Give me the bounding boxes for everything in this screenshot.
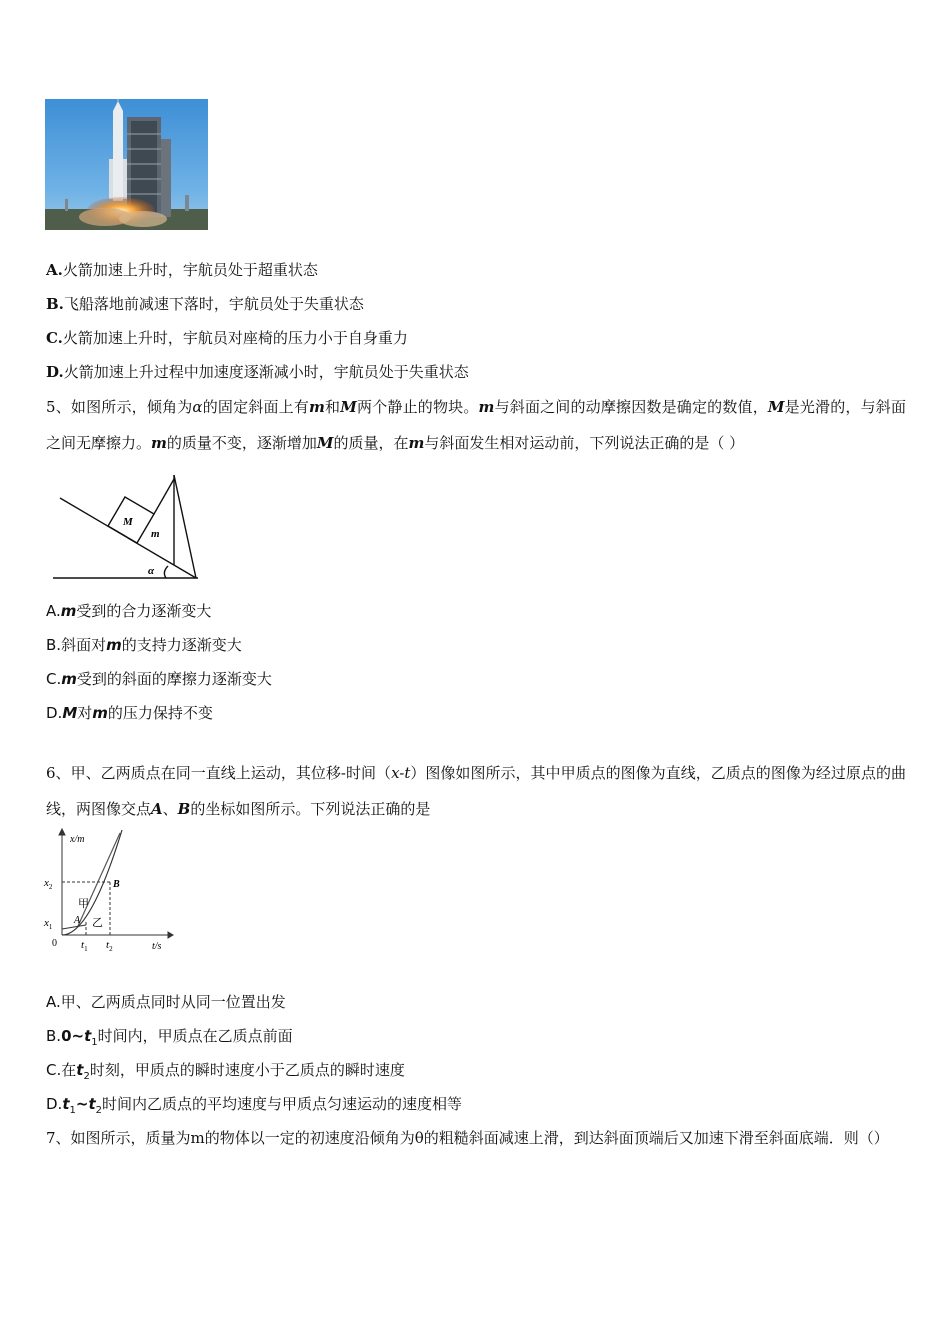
point-a-label: A bbox=[74, 915, 81, 926]
rocket-launch-photo bbox=[45, 99, 208, 230]
x-axis-label: t/s bbox=[152, 941, 162, 952]
q6-option-d: $D.t_1\sim t_2$时间内乙质点的平均速度与甲质点匀速运动的速度相等 bbox=[46, 1095, 463, 1116]
point-b-label: B bbox=[113, 879, 120, 890]
q5-option-a: A.m受到的合力逐渐变大 bbox=[46, 602, 212, 620]
jia-label: 甲 bbox=[78, 897, 89, 910]
q5-option-d: D.M对m的压力保持不变 bbox=[46, 704, 213, 722]
q5-stem: 5、如图所示，倾角为α的固定斜面上有m和M两个静止的物块。m与斜面之间的动摩擦因数是确定的数值，M是光滑的，与斜面之间无摩擦力。m的质量不变，逐渐增加M的质量，在m与斜面发生相对运动前，下列说法正确的是（ ） bbox=[46, 398, 906, 452]
block-M-label: M bbox=[123, 516, 133, 528]
incline-figure bbox=[50, 470, 200, 585]
q5-option-b: B.斜面对m的支持力逐渐变大 bbox=[46, 636, 242, 654]
y-axis-label: x/m bbox=[70, 834, 85, 845]
t1-label: $t_1$ bbox=[81, 939, 88, 953]
x2-label: $x_2$ bbox=[44, 877, 53, 891]
block-m-label: m bbox=[151, 528, 160, 540]
q6-option-a: A.甲、乙两质点同时从同一位置出发 bbox=[46, 993, 286, 1011]
q5-option-c: C.m受到的斜面的摩擦力逐渐变大 bbox=[46, 670, 272, 688]
q4-option-c: C.火箭加速上升时，宇航员对座椅的压力小于自身重力 bbox=[46, 329, 408, 347]
q4-option-d: D.火箭加速上升过程中加速度逐渐减小时，宇航员处于失重状态 bbox=[46, 363, 469, 381]
q4-option-b: B.飞船落地前减速下落时，宇航员处于失重状态 bbox=[46, 295, 364, 313]
q7-stem: 7、如图所示，质量为m的物体以一定的初速度沿倾角为θ的粗糙斜面减速上滑，到达斜面顶端后又加速下滑至斜面底端．则（） bbox=[46, 1129, 889, 1147]
yi-label: 乙 bbox=[92, 916, 103, 929]
angle-alpha-label: α bbox=[148, 565, 155, 577]
q4-option-a: A.火箭加速上升时，宇航员处于超重状态 bbox=[46, 261, 318, 279]
q6-option-c: C.在$t_2$时刻，甲质点的瞬时速度小于乙质点的瞬时速度 bbox=[46, 1061, 405, 1082]
xt-graph bbox=[40, 825, 175, 955]
q6-stem: 6、甲、乙两质点在同一直线上运动，其位移-时间（x-t）图像如图所示，其中甲质点的图像为直线，乙质点的图像为经过原点的曲线，两图像交点A、B的坐标如图所示。下列说法正确的是 bbox=[46, 764, 906, 818]
origin-label: 0 bbox=[52, 938, 57, 949]
t2-label: $t_2$ bbox=[106, 939, 113, 953]
q6-option-b: $B.0\sim t_1$时间内，甲质点在乙质点前面 bbox=[46, 1027, 293, 1048]
x1-label: $x_1$ bbox=[44, 917, 53, 931]
